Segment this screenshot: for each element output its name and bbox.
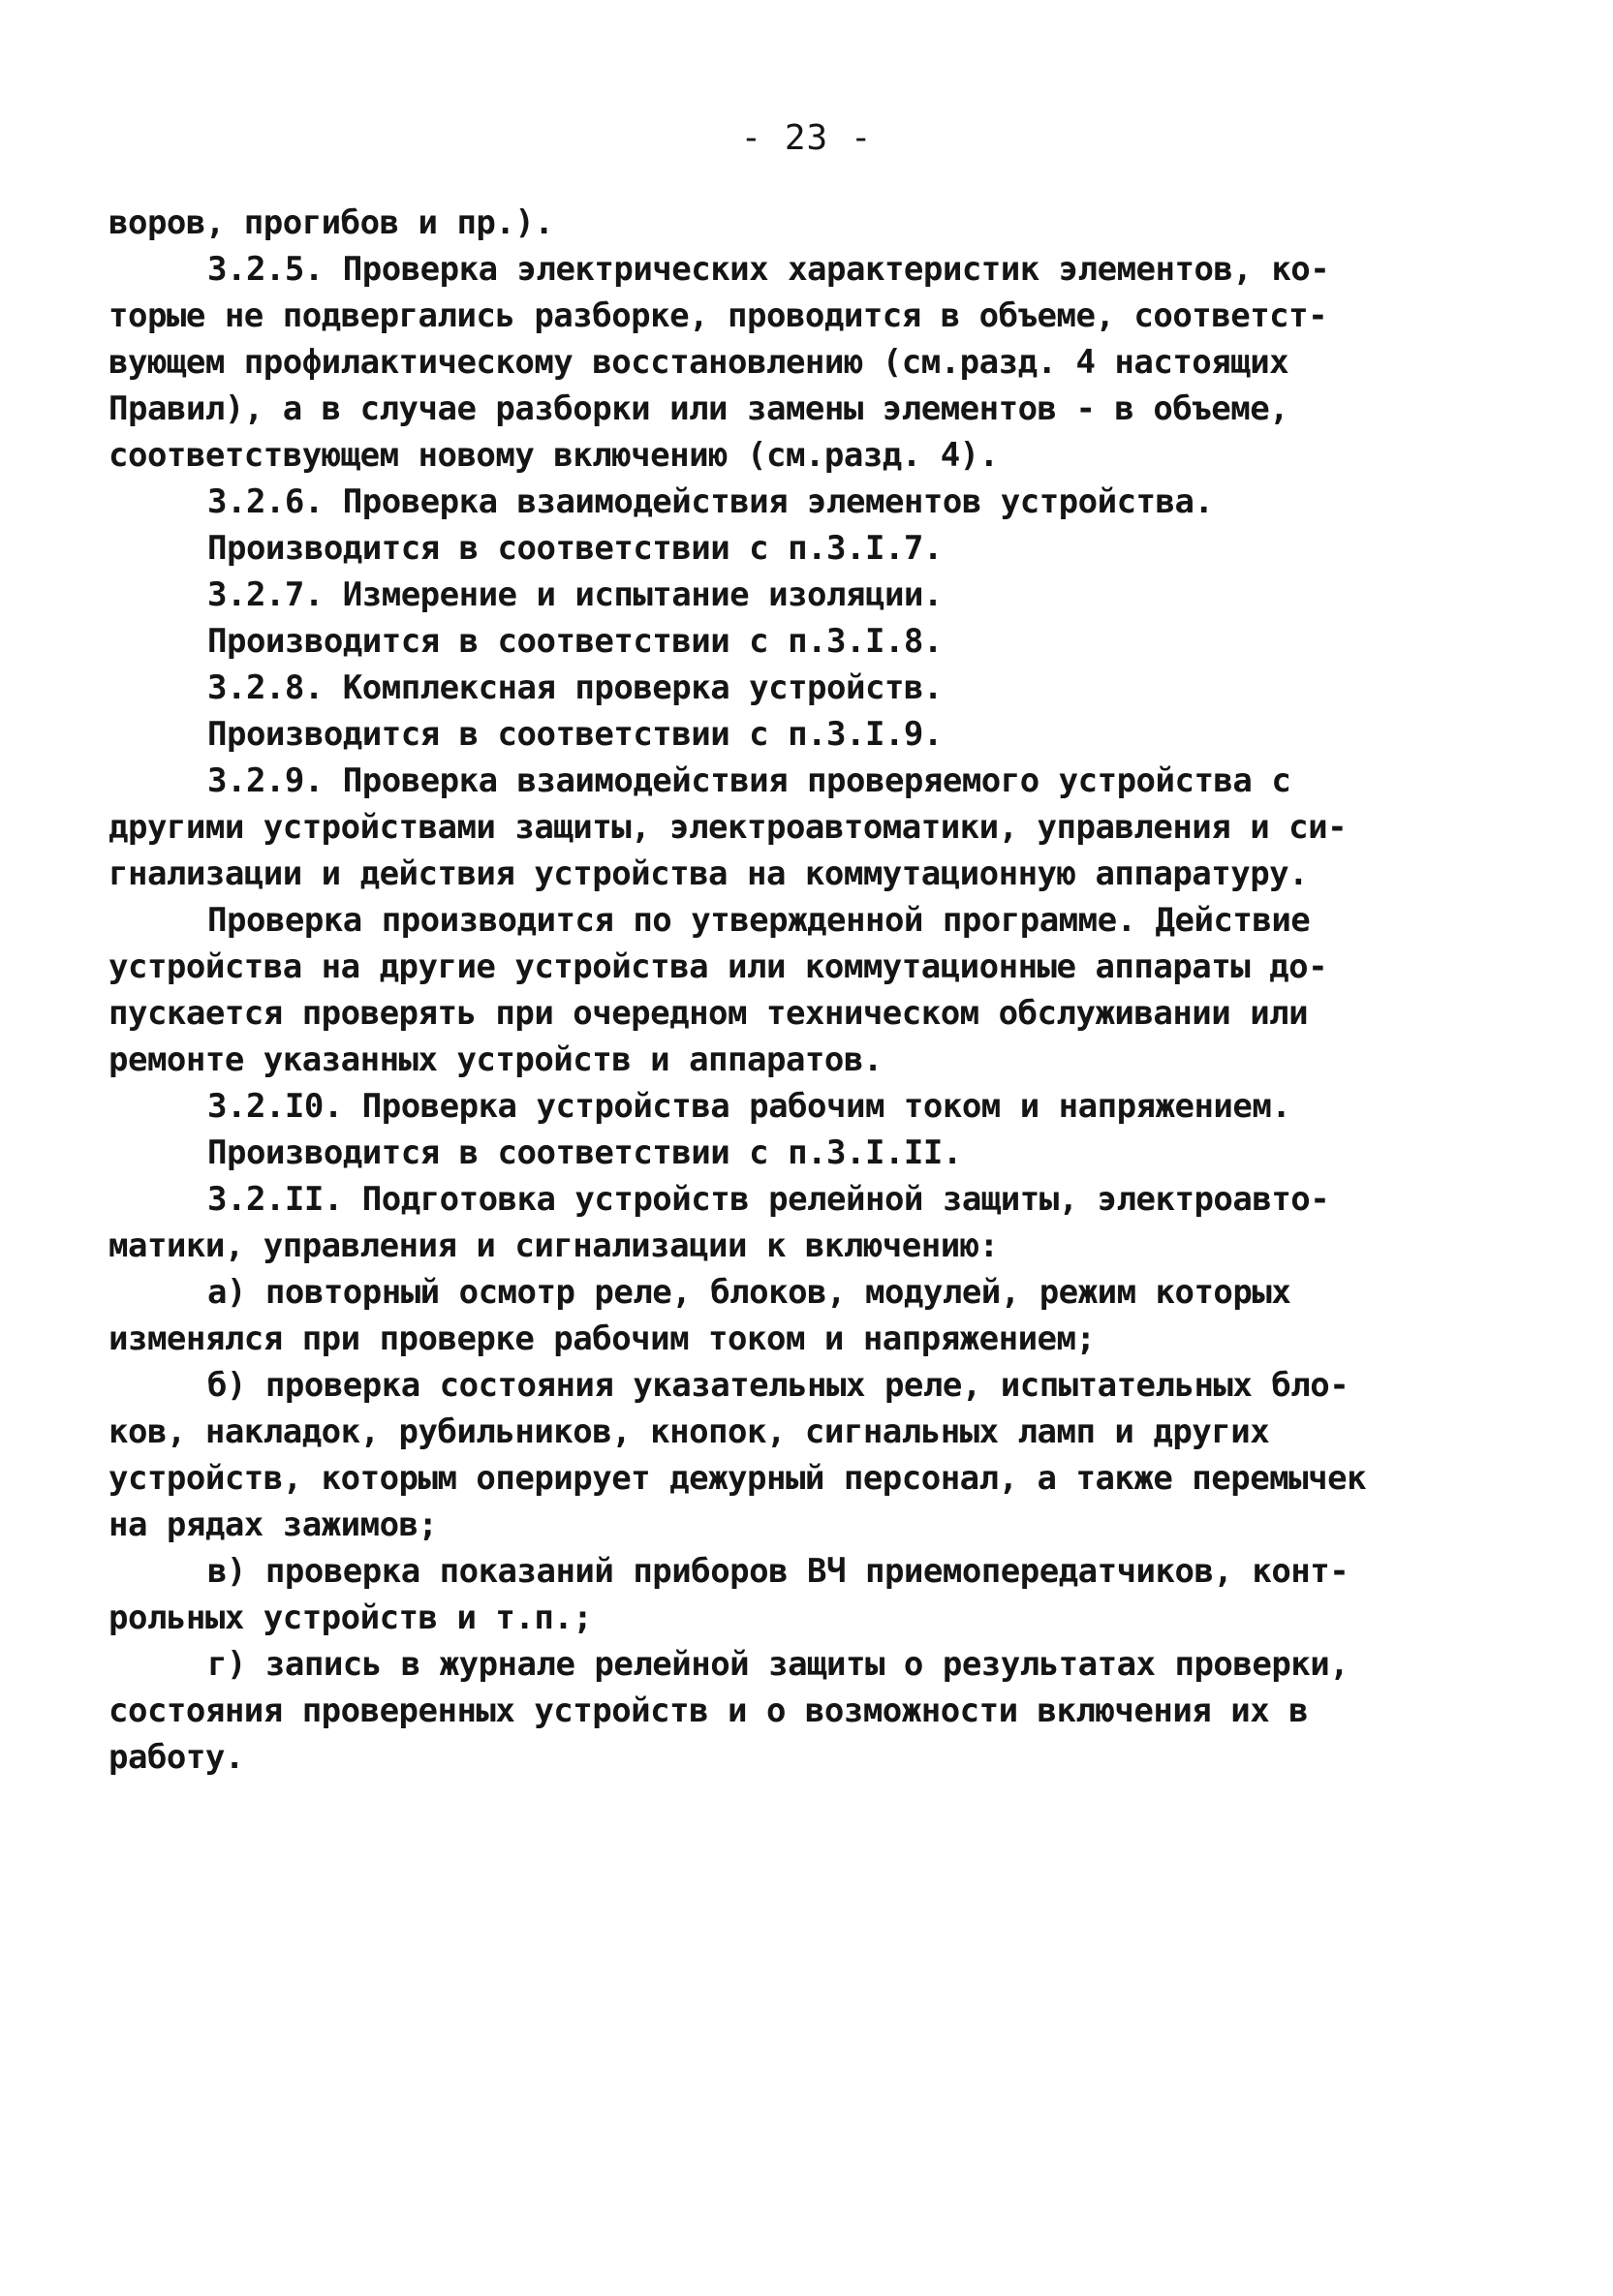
text-line: устройства на другие устройства или коммутационные аппараты до-	[109, 947, 1328, 986]
text-line: воров, прогибов и пр.).	[109, 203, 554, 242]
text-line: ремонте указанных устройств и аппаратов.	[109, 1040, 883, 1079]
text-line: изменялся при проверке рабочим током и напряжением;	[109, 1319, 1096, 1358]
text-line: Правил), а в случае разборки или замены элементов - в объеме,	[109, 389, 1289, 428]
text-line: 3.2.6. Проверка взаимодействия элементов устройства.	[207, 482, 1214, 521]
text-line: соответствующем новому включению (см.разд. 4).	[109, 436, 999, 475]
text-line: гнализации и действия устройства на коммутационную аппаратуру.	[109, 854, 1309, 893]
text-line: на рядах зажимов;	[109, 1505, 438, 1544]
text-line: вующем профилактическому восстановлению (см.разд. 4 настоящих	[109, 343, 1289, 382]
text-line: Производится в соответствии с п.3.I.8.	[207, 622, 943, 661]
text-line: б) проверка состояния указательных реле, испытательных бло-	[207, 1366, 1349, 1405]
text-line: 3.2.5. Проверка электрических характеристик элементов, ко-	[207, 250, 1330, 289]
text-line: состояния проверенных устройств и о возможности включения их в	[109, 1691, 1309, 1730]
text-line: 3.2.I0. Проверка устройства рабочим током и напряжением.	[207, 1087, 1291, 1126]
text-line: Производится в соответствии с п.3.I.II.	[207, 1133, 962, 1172]
text-line: Производится в соответствии с п.3.I.7.	[207, 529, 943, 568]
body-text	[109, 200, 1445, 1781]
text-line: работу.	[109, 1738, 244, 1777]
text-line: устройств, которым оперирует дежурный персонал, а также перемычек	[109, 1459, 1367, 1498]
text-line: 3.2.II. Подготовка устройств релейной защиты, электроавто-	[207, 1180, 1330, 1219]
text-line: матики, управления и сигнализации к включению:	[109, 1226, 999, 1265]
text-line: Производится в соответствии с п.3.I.9.	[207, 715, 943, 754]
text-line: а) повторный осмотр реле, блоков, модулей, режим которых	[207, 1273, 1291, 1312]
text-line: 3.2.9. Проверка взаимодействия проверяемого устройства с	[207, 761, 1291, 800]
text-line: рольных устройств и т.п.;	[109, 1598, 593, 1637]
text-line: пускается проверять при очередном техническом обслуживании или	[109, 994, 1309, 1033]
page-number: - 23 -	[740, 118, 873, 158]
text-line: другими устройствами защиты, электроавтоматики, управления и си-	[109, 808, 1348, 847]
text-line: г) запись в журнале релейной защиты о результатах проверки,	[207, 1645, 1349, 1684]
text-line: 3.2.7. Измерение и испытание изоляции.	[207, 575, 943, 614]
text-line: в) проверка показаний приборов ВЧ приемопередатчиков, конт-	[207, 1552, 1349, 1591]
text-line: Проверка производится по утвержденной программе. Действие	[207, 901, 1311, 940]
text-line: 3.2.8. Комплексная проверка устройств.	[207, 668, 943, 707]
text-line: ков, накладок, рубильников, кнопок, сигнальных ламп и других	[109, 1412, 1270, 1451]
text-line: торые не подвергались разборке, проводится в объеме, соответст-	[109, 296, 1328, 335]
